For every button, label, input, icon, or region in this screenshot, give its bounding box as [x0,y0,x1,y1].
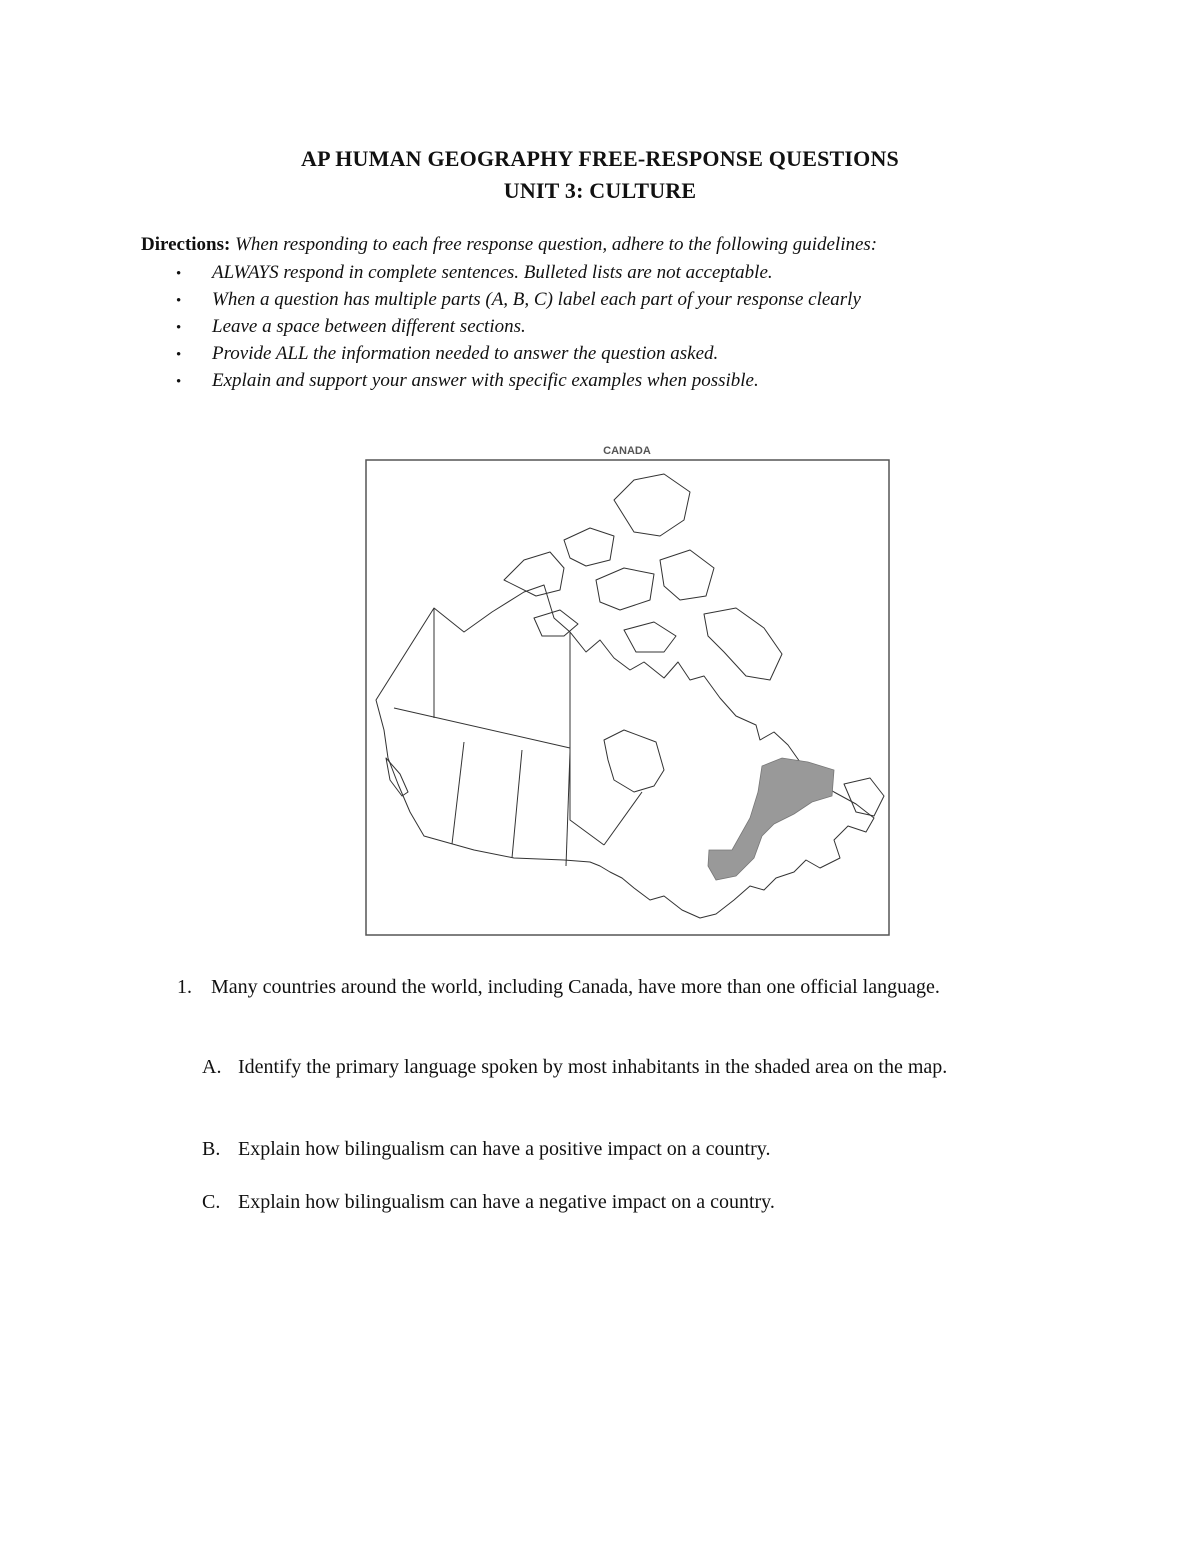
part-text: Explain how bilingualism can have a negative impact on a country. [238,1191,775,1213]
guideline-text: ALWAYS respond in complete sentences. Bulleted lists are not acceptable. [212,262,773,283]
bullet-icon: • [176,374,182,390]
part-label: A. [202,1056,222,1078]
directions-text: When responding to each free response question, adhere to the following guidelines: [235,234,878,255]
part-text: Identify the primary language spoken by most inhabitants in the shaded area on the map. [238,1056,948,1078]
guideline-text: Explain and support your answer with specific examples when possible. [212,370,759,391]
question-number: 1. [177,976,192,998]
list-item [176,288,861,315]
guideline-text: When a question has multiple parts (A, B, C) label each part of your response clearly [212,289,861,310]
list-item [176,261,861,288]
part-label: C. [202,1191,221,1213]
guideline-text: Leave a space between different sections. [212,316,526,337]
part-label: B. [202,1138,221,1160]
part-text: Explain how bilingualism can have a positive impact on a country. [238,1138,771,1160]
page-subtitle: UNIT 3: CULTURE [503,178,697,203]
list-item [176,342,861,369]
list-item [176,315,861,342]
guideline-text: Provide ALL the information needed to answer the question asked. [212,343,719,364]
bullet-icon: • [176,347,182,363]
canada-map [364,440,891,938]
map-frame [366,460,889,935]
directions [141,234,877,256]
directions-label: Directions: [141,234,231,255]
page-title: AP HUMAN GEOGRAPHY FREE-RESPONSE QUESTIONS [301,146,899,171]
guidelines-list [176,261,861,396]
question-text: Many countries around the world, including Canada, have more than one official language. [211,976,940,998]
bullet-icon: • [176,293,182,309]
canada-map-figure [364,440,891,938]
list-item [176,369,861,396]
map-title: CANADA [603,445,651,457]
bullet-icon: • [176,320,182,336]
bullet-icon: • [176,266,182,282]
